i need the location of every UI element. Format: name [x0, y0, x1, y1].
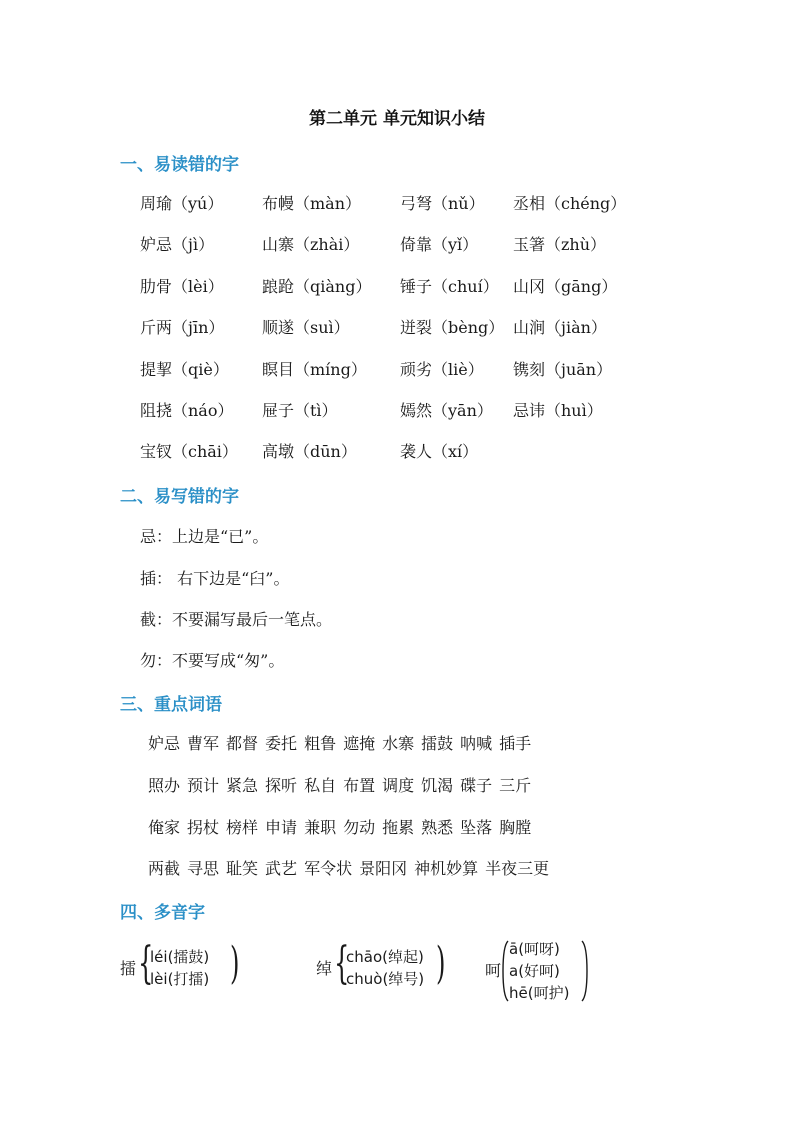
reading-item: 迸裂（bèng）	[400, 318, 505, 337]
reading-item: 周瑜（yú）	[140, 194, 224, 213]
vocab-word: 景阳冈	[359, 859, 408, 878]
reading-item: 山涧（jiàn）	[513, 318, 607, 337]
left-brace-icon: {	[138, 938, 154, 989]
vocab-word: 俺家	[148, 818, 181, 837]
reading-item: 提挈（qiè）	[140, 360, 229, 379]
vocab-word: 呐喊	[460, 734, 493, 753]
vocab-word: 布置	[343, 776, 376, 795]
polyphone-char: 呵	[485, 961, 502, 980]
reading-item: 瞑目（míng）	[262, 360, 367, 379]
polyphone-reading: ā(呵呀)	[509, 940, 560, 958]
vocab-row	[148, 815, 538, 838]
vocab-word: 兼职	[304, 818, 337, 837]
right-bracket-icon	[581, 940, 589, 1002]
right-paren-icon: )	[230, 938, 240, 989]
polyphone-group	[485, 938, 595, 1004]
page-title: 第二单元 单元知识小结	[309, 109, 485, 129]
vocab-word: 探听	[265, 776, 298, 795]
reading-item: 踉跄（qiàng）	[262, 277, 372, 296]
reading-item: 布幔（màn）	[262, 194, 362, 213]
writing-rule: 勿：不要写成“匆”。	[140, 651, 285, 670]
polyphone-char: 绰	[316, 959, 333, 978]
reading-item: 高墩（dūn）	[262, 442, 357, 461]
reading-item: 忌讳（huì）	[513, 401, 603, 420]
vocab-word: 勿动	[343, 818, 376, 837]
writing-rule: 忌：上边是“已”。	[140, 527, 269, 546]
section-heading-misread: 一、易读错的字	[120, 155, 239, 175]
vocab-word: 水寨	[382, 734, 415, 753]
vocab-word: 插手	[499, 734, 532, 753]
reading-item: 镌刻（juān）	[513, 360, 613, 379]
polyphone-group	[120, 938, 250, 994]
reading-item: 山冈（gāng）	[513, 277, 618, 296]
reading-item: 屉子（tì）	[262, 401, 338, 420]
left-bracket-icon	[501, 940, 509, 1002]
vocab-word: 碟子	[460, 776, 493, 795]
reading-item: 阻挠（náo）	[140, 401, 234, 420]
reading-item: 锤子（chuí）	[400, 277, 499, 296]
vocab-word: 拐杖	[187, 818, 220, 837]
vocab-word: 半夜三更	[485, 859, 550, 878]
vocab-word: 照办	[148, 776, 181, 795]
polyphone-char: 擂	[120, 959, 137, 978]
polyphone-reading: lèi(打擂)	[150, 970, 210, 988]
polyphone-reading: a(好呵)	[509, 962, 560, 980]
vocab-word: 预计	[187, 776, 220, 795]
vocab-word: 拖累	[382, 818, 415, 837]
vocab-word: 胸膛	[499, 818, 532, 837]
reading-item: 袭人（xí）	[400, 442, 479, 461]
vocab-word: 遮掩	[343, 734, 376, 753]
vocab-word: 坠落	[460, 818, 493, 837]
vocab-word: 粗鲁	[304, 734, 337, 753]
reading-item: 丞相（chéng）	[513, 194, 627, 213]
vocab-word: 武艺	[265, 859, 298, 878]
reading-item: 顽劣（liè）	[400, 360, 484, 379]
polyphone-reading: léi(擂鼓)	[150, 948, 210, 966]
vocab-word: 调度	[382, 776, 415, 795]
vocab-word: 曹军	[187, 734, 220, 753]
reading-item: 弓弩（nǔ）	[400, 194, 485, 213]
reading-item: 嫣然（yān）	[400, 401, 493, 420]
section-heading-miswrite: 二、易写错的字	[120, 487, 239, 507]
polyphone-group	[316, 938, 456, 994]
vocab-word: 熟悉	[421, 818, 454, 837]
vocab-word: 寻思	[187, 859, 220, 878]
vocab-word: 三斤	[499, 776, 532, 795]
vocab-word: 紧急	[226, 776, 259, 795]
vocab-word: 两截	[148, 859, 181, 878]
right-paren-icon: )	[436, 938, 446, 989]
section-heading-polyphones: 四、多音字	[120, 903, 205, 923]
left-brace-icon: {	[334, 938, 350, 989]
reading-item: 宝钗（chāi）	[140, 442, 238, 461]
section-heading-key-words: 三、重点词语	[120, 695, 222, 715]
polyphone-reading: chāo(绰起)	[346, 948, 424, 966]
vocab-word: 军令状	[304, 859, 353, 878]
vocab-row	[148, 773, 538, 796]
polyphone-reading: hē(呵护)	[509, 984, 570, 1002]
vocab-word: 耻笑	[226, 859, 259, 878]
reading-item: 玉箸（zhù）	[513, 235, 607, 254]
vocab-word: 妒忌	[148, 734, 181, 753]
reading-item: 斤两（jīn）	[140, 318, 225, 337]
vocab-row	[148, 731, 538, 754]
vocab-word: 饥渴	[421, 776, 454, 795]
vocab-word: 擂鼓	[421, 734, 454, 753]
writing-rule: 截：不要漏写最后一笔点。	[140, 610, 333, 629]
vocab-word: 榜样	[226, 818, 259, 837]
vocab-word: 委托	[265, 734, 298, 753]
writing-rule: 插： 右下边是“臼”。	[140, 569, 290, 588]
reading-item: 肋骨（lèi）	[140, 277, 224, 296]
vocab-word: 私自	[304, 776, 337, 795]
vocab-word: 都督	[226, 734, 259, 753]
reading-item: 顺遂（suì）	[262, 318, 350, 337]
vocab-word: 神机妙算	[414, 859, 479, 878]
vocab-row	[148, 856, 556, 879]
reading-item: 倚靠（yǐ）	[400, 235, 479, 254]
reading-item: 山寨（zhài）	[262, 235, 360, 254]
vocab-word: 申请	[265, 818, 298, 837]
polyphone-reading: chuò(绰号)	[346, 970, 425, 988]
reading-item: 妒忌（jì）	[140, 235, 215, 254]
